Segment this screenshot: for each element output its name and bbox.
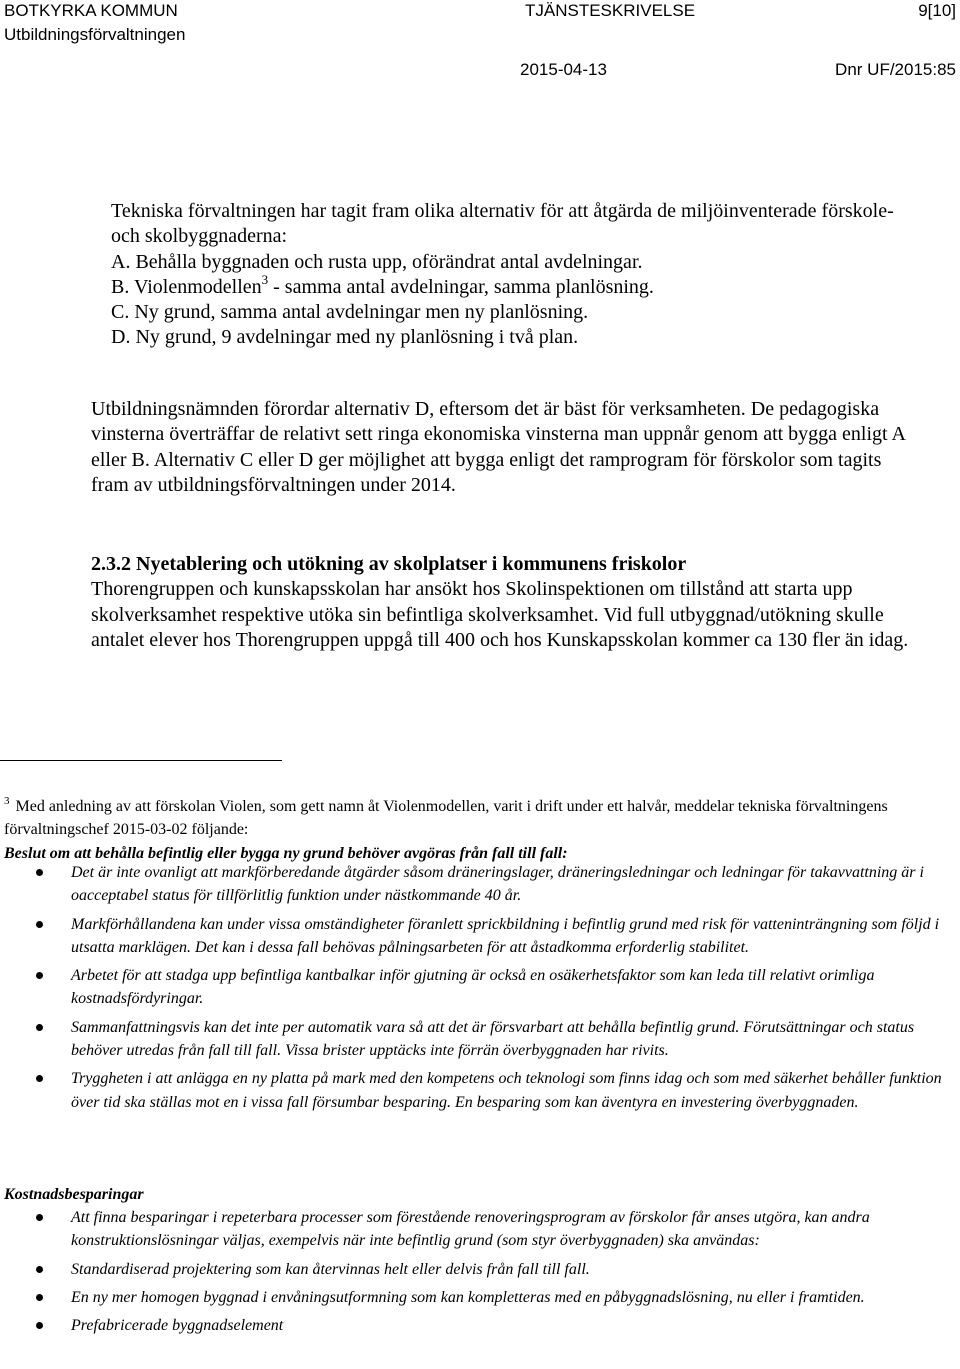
footnote: [4, 795, 956, 865]
footnote-intro: [4, 795, 956, 842]
footnote-divider: [0, 760, 282, 761]
list-item: [4, 1067, 956, 1114]
list-item-text: Det är inte ovanligt att markförberedande åtgärder såsom dräneringslager, dräneringsledningar och ledningar för takavvattning är i oacceptabel status för tillförlitlig funktion under nästkommande 40 år.: [71, 864, 924, 905]
bullet-icon: [36, 1024, 43, 1031]
document-date: 2015-04-13: [520, 60, 607, 79]
document-type: TJÄNSTESKRIVELSE: [525, 1, 696, 20]
intro-line: Tekniska förvaltningen har tagit fram olika alternativ för att åtgärda de miljöinventerade förskole- och skolbyggnaderna:: [111, 200, 894, 248]
recommendation-text: Utbildningsnämnden förordar alternativ D, eftersom det är bäst för verksamheten. De pedagogiska vinsterna överträffar de relativt sett ringa ekonomiska vinsterna man uppnår genom att bygga enligt A eller B. Alternativ C eller D ger möjlighet att bygga enligt det ramprogram för förskolor som tagits fram av utbildningsförvaltningen under 2014.: [91, 398, 905, 496]
section-heading: 2.3.2 Nyetablering och utökning av skolplatser i kommunens friskolor: [91, 553, 687, 575]
bullet-icon: [36, 1294, 43, 1301]
list-item-text: Markförhållandena kan under vissa omständigheter föranlett sprickbildning i befintlig grund med risk för vatteninträngning som följd i utsatta marklägen. Det kan i dessa fall behövas pålningsarbeten för att åstadkomma erforderlig stabilitet.: [71, 915, 940, 956]
list-item: [4, 1314, 956, 1337]
alternatives-intro: [111, 199, 911, 351]
list-item-text: Arbetet för att stadga upp befintliga kantbalkar inför gjutning är också en osäkerhetsfaktor som kan leda till relativt orimliga kostnadsfördyringar.: [71, 967, 875, 1008]
org-name: BOTKYRKA KOMMUN: [4, 1, 178, 20]
section-2-3-2: [91, 552, 911, 653]
alternative-b-text: - samma antal avdelningar, samma planlösning.: [268, 275, 654, 298]
foundation-bullet-list: [4, 861, 956, 1119]
footnote-mark: 3: [4, 795, 10, 807]
list-item-text: En ny mer homogen byggnad i envåningsutformning som kan kompletteras med en påbyggnadslösning, nu eller i framtiden.: [71, 1288, 865, 1306]
cost-savings-bullet-list: [4, 1206, 956, 1342]
list-item-text: Tryggheten i att anlägga en ny platta på mark med den kompetens och teknologi som finns idag och som med säkerhet behåller funktion över tid ska ställas mot en i vissa fall försumbar besparing. En besparing som kan äventyra en investering överbyggnaden.: [71, 1070, 942, 1111]
footnote-reference[interactable]: 3: [261, 271, 269, 287]
cost-savings-heading: Kostnadsbesparingar: [4, 1186, 144, 1203]
page-number: 9[10]: [918, 1, 956, 20]
document-registration-number: Dnr UF/2015:85: [835, 60, 956, 79]
bullet-icon: [36, 921, 43, 928]
list-item-text: Att finna besparingar i repeterbara processer som förestående renoveringsprogram av förskolor får anses utgöra, kan andra konstruktionslösningar väljas, exempelvis när inte befintlig grund (som styr överbyggnaden) ska användas:: [71, 1209, 870, 1250]
alternative-b: [111, 271, 911, 300]
alternative-a: A. Behålla byggnaden och rusta upp, oförändrat antal avdelningar.: [111, 250, 643, 273]
footnote-intro-text: Med anledning av att förskolan Violen, som gett namn åt Violenmodellen, varit i drift under ett halvår, meddelar tekniska förvaltningens förvaltningschef 2015-03-02 följande:: [4, 798, 888, 839]
recommendation-paragraph: [91, 397, 911, 498]
list-item-text: Prefabricerade byggnadselement: [71, 1317, 284, 1335]
alternative-d: D. Ny grund, 9 avdelningar med ny planlösning i två plan.: [111, 326, 579, 349]
bullet-icon: [36, 869, 43, 876]
bullet-icon: [36, 1214, 43, 1221]
list-item: [4, 1016, 956, 1063]
list-item: [4, 1206, 956, 1253]
department-name: Utbildningsförvaltningen: [4, 25, 186, 44]
bullet-icon: [36, 972, 43, 979]
alternative-c: C. Ny grund, samma antal avdelningar men ny planlösning.: [111, 301, 589, 324]
list-item: [4, 964, 956, 1011]
list-item-text: Sammanfattningsvis kan det inte per automatik vara så att det är försvarbart att behålla befintlig grund. Förutsättningar och status behöver utredas från fall till fall. Vissa brister upptäcks inte förrän överbyggnaden har rivits.: [71, 1018, 915, 1060]
bullet-icon: [36, 1322, 43, 1329]
section-body: Thorengruppen och kunskapsskolan har ansökt hos Skolinspektionen om tillstånd att starta upp skolverksamhet respektive utöka sin befintliga skolverksamhet. Vid full utbyggnad/utökning skulle antalet elever hos Thorengruppen uppgå till 400 och hos Kunskapsskolan kommer ca 130 fler än idag.: [91, 578, 909, 651]
alternative-b-label: B. Violenmodellen: [111, 275, 262, 298]
list-item: [4, 913, 956, 960]
list-item-text: Standardiserad projektering som kan återvinnas helt eller delvis från fall till fall.: [71, 1260, 590, 1278]
list-item: [4, 861, 956, 908]
bullet-icon: [36, 1266, 43, 1273]
list-item: [4, 1258, 956, 1281]
footnote-heading: Beslut om att behålla befintlig eller bygga ny grund behöver avgöras från fall till fall:: [4, 844, 568, 862]
list-item: [4, 1286, 956, 1309]
bullet-icon: [36, 1075, 43, 1082]
